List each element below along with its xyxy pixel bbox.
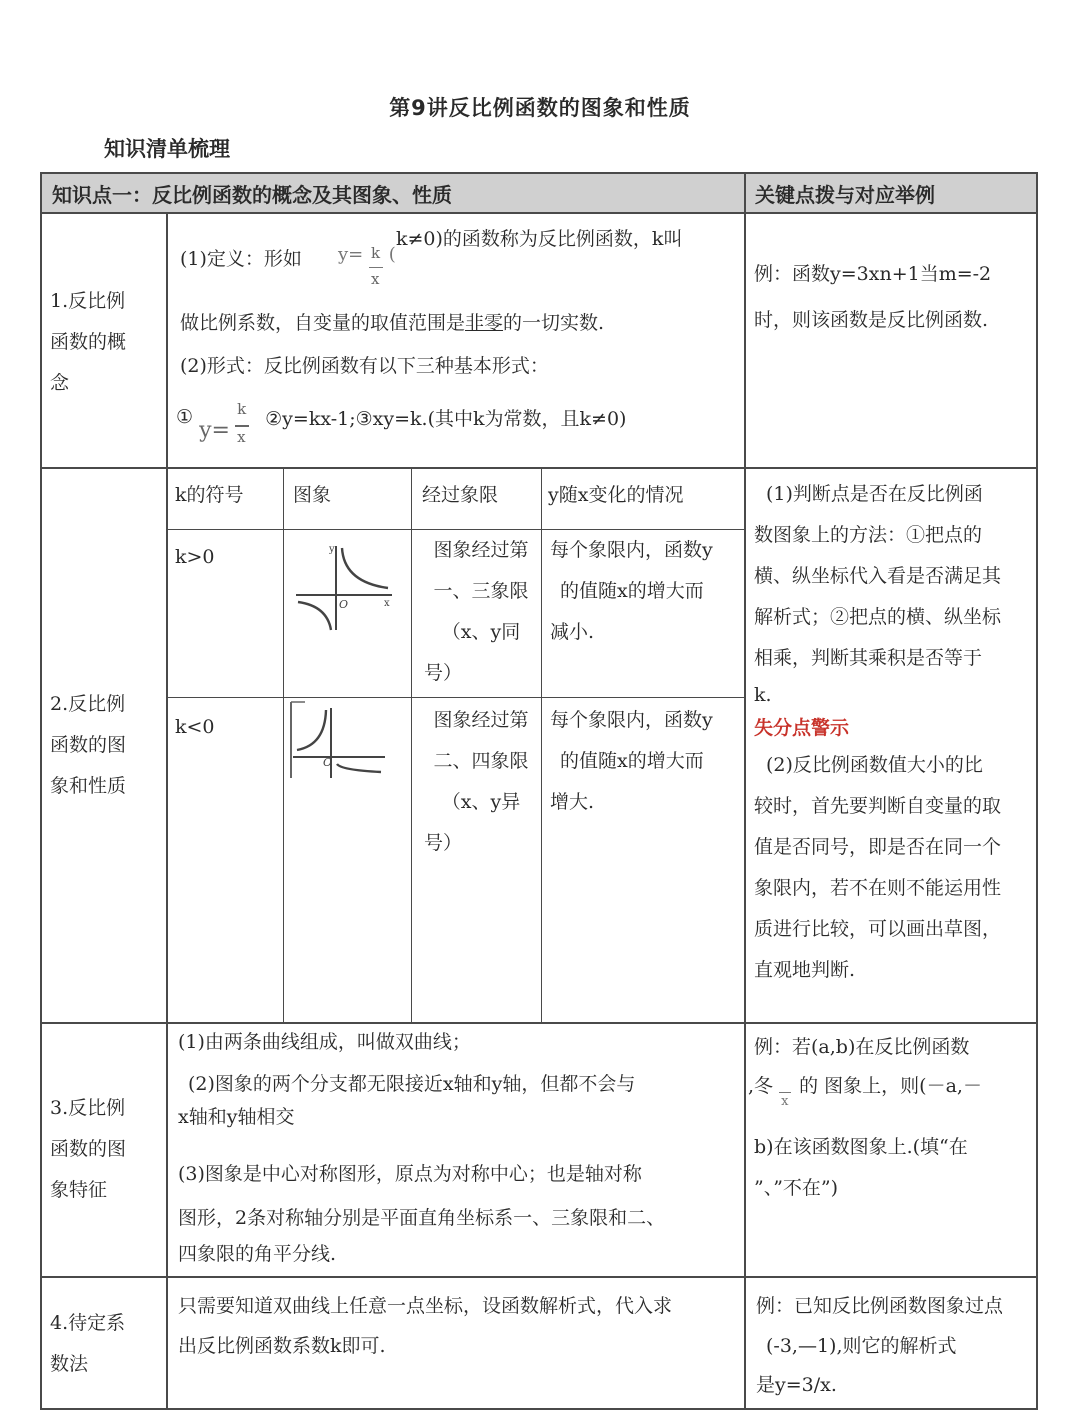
row1-example-line: 时，则该函数是反比例函数. [754, 309, 989, 331]
row1-label [50, 281, 126, 404]
page-title: 第9讲反比例函数的图象和性质 [389, 96, 691, 120]
quad-line: 号） [424, 832, 463, 854]
change-line: 增大. [550, 791, 595, 813]
quad-negative [422, 700, 540, 864]
change-positive [550, 530, 744, 653]
tip-line: 数图象上的方法：①把点的 [754, 524, 983, 546]
tip-line: 较时，首先要判断自变量的取 [754, 795, 1002, 817]
row4-text-1: 只需要知道双曲线上任意一点坐标，设函数解析式，代入求 [178, 1295, 673, 1317]
col-head-quadrant: 经过象限 [422, 484, 499, 506]
change-negative [550, 700, 744, 823]
def-c-end: 的一切实数. [503, 312, 605, 334]
row3-label-line: 3.反比例 [50, 1097, 126, 1119]
quad-line: （x、y异 [441, 791, 521, 813]
quad-line: 一、三象限 [433, 580, 529, 602]
row3-p3c: 四象限的角平分线. [178, 1243, 337, 1265]
quad-line: （x、y同 [441, 621, 521, 643]
row3-p3a: (3)图象是中心对称图形，原点为对称中心；也是轴对称 [178, 1163, 642, 1185]
tip-line: 解析式；②把点的横、纵坐标 [754, 606, 1002, 628]
row3-ex2 [748, 1071, 982, 1109]
row2-label-line: 函数的图 [50, 734, 127, 756]
quad-positive [422, 530, 540, 694]
row4-ex-3: 是y=3/x. [756, 1374, 837, 1396]
row1-example-line: 例：函数y=3xn+1当m=-2 [754, 263, 992, 285]
sign-negative: k<0 [175, 716, 215, 738]
quad-line: 图象经过第 [433, 539, 529, 561]
row4-ex-1: 例：已知反比例函数图象过点 [756, 1295, 1004, 1317]
circle-one: ① [176, 406, 194, 428]
graph-o-label: O [323, 756, 333, 769]
form1-k: k [237, 400, 247, 418]
graph-k-negative [285, 700, 397, 780]
row3-label [50, 1088, 126, 1211]
row1-label-line: 念 [50, 372, 70, 394]
form1-formula: y= k x [199, 406, 257, 431]
row1-label-line: 函数的概 [50, 331, 127, 353]
row1-example [754, 254, 1039, 341]
col-head-sign: k的符号 [175, 484, 244, 506]
row3-p3b: 图形，2条对称轴分别是平面直角坐标系一、三象限和二、 [178, 1207, 666, 1229]
row4-text-2: 出反比例函数系数k即可. [178, 1335, 386, 1357]
row1-forms [176, 400, 627, 446]
tip-line: 直观地判断. [754, 959, 856, 981]
change-line: 每个象限内，函数y [550, 709, 713, 731]
change-line: 每个象限内，函数y [550, 539, 713, 561]
col-head-change: y随x变化的情况 [548, 484, 684, 506]
def-c-text: 做比例系数，自变量的取值范围是 [180, 312, 466, 334]
ex2-frac [779, 1072, 793, 1109]
row3-p1: (1)由两条曲线组成，叫做双曲线； [178, 1031, 471, 1053]
forms-rest: ②y=kx-1;③xy=k.(其中k为常数，且k≠0) [265, 408, 627, 430]
formula-k: k [371, 244, 381, 262]
ex2-b: 的 图象上，则(－a,－ [799, 1075, 982, 1097]
row1-def-c [180, 308, 604, 335]
tip-line: 质进行比较，可以画出草图， [754, 918, 1002, 940]
form1-x: x [237, 428, 246, 446]
header-left [40, 172, 745, 213]
graph-y-label: y [329, 544, 335, 555]
row3-ex3: b)在该函数图象上.(填“在 [754, 1136, 968, 1158]
warning-heading: 失分点警示 [754, 717, 850, 739]
row3-label-line: 象特征 [50, 1179, 108, 1201]
quad-line: 二、四象限 [433, 750, 529, 772]
sign-positive: k>0 [175, 546, 215, 568]
row1-forms-title: (2)形式：反比例函数有以下三种基本形式： [180, 355, 549, 377]
row3-p2b: x轴和y轴相交 [178, 1106, 295, 1128]
header-right-text: 关键点拨与对应举例 [755, 183, 935, 207]
change-line: 减小. [550, 621, 595, 643]
row3-label-line: 函数的图 [50, 1138, 127, 1160]
tip-line: 值是否同号，即是否在同一个 [754, 836, 1002, 858]
formula-x: x [371, 270, 380, 288]
row1-formula: y= $\frac{k}{x}$ ( [338, 244, 396, 288]
row2-tips [754, 474, 1039, 991]
row4-label-line: 4.待定系 [50, 1312, 126, 1334]
tip-line: 相乘，判断其乘积是否等于 [754, 647, 983, 669]
quad-line: 号） [424, 662, 463, 684]
tip-line: (2)反比例函数值大小的比 [766, 754, 983, 776]
row2-label-line: 2.反比例 [50, 693, 126, 715]
row1-def-a: (1)定义：形如 [180, 248, 302, 270]
def-c-underline: 非零 [465, 312, 504, 334]
change-line: 的值随x的增大而 [560, 750, 704, 772]
row4-ex-2: (-3,—1),则它的解析式 [766, 1335, 957, 1357]
row4-label [50, 1303, 125, 1385]
row4-label-line: 数法 [50, 1353, 89, 1375]
row2-label [50, 684, 126, 807]
row1-def-b: k≠0)的函数称为反比例函数，k叫 [396, 228, 683, 250]
header-right [745, 172, 1038, 213]
row2-label-line: 象和性质 [50, 775, 127, 797]
quad-line: 图象经过第 [433, 709, 529, 731]
col-head-graph: 图象 [293, 484, 332, 506]
tip-line: 象限内，若不在则不能运用性 [754, 877, 1002, 899]
graph-x-label: x [384, 598, 390, 609]
row3-p2a: (2)图象的两个分支都无限接近x轴和y轴，但都不会与 [188, 1073, 636, 1095]
header-left-text: 知识点一：反比例函数的概念及其图象、性质 [52, 183, 452, 207]
ex2-frac-x: x [781, 1094, 789, 1109]
row1-label-line: 1.反比例 [50, 290, 126, 312]
row3-ex1: 例：若(a,b)在反比例函数 [754, 1036, 970, 1058]
tip-line: 横、纵坐标代入看是否满足其 [754, 565, 1002, 587]
ex2-a: ,冬 [748, 1075, 774, 1097]
change-line: 的值随x的增大而 [560, 580, 704, 602]
section-title: 知识清单梳理 [104, 137, 230, 161]
graph-o-label: O [339, 598, 349, 611]
tip-line: k. [754, 684, 772, 706]
formula-y: y= [338, 244, 364, 265]
graph-k-positive [292, 538, 397, 634]
tip-line: (1)判断点是否在反比例函 [766, 483, 983, 505]
row3-ex4: ”、”不在”) [754, 1177, 839, 1199]
